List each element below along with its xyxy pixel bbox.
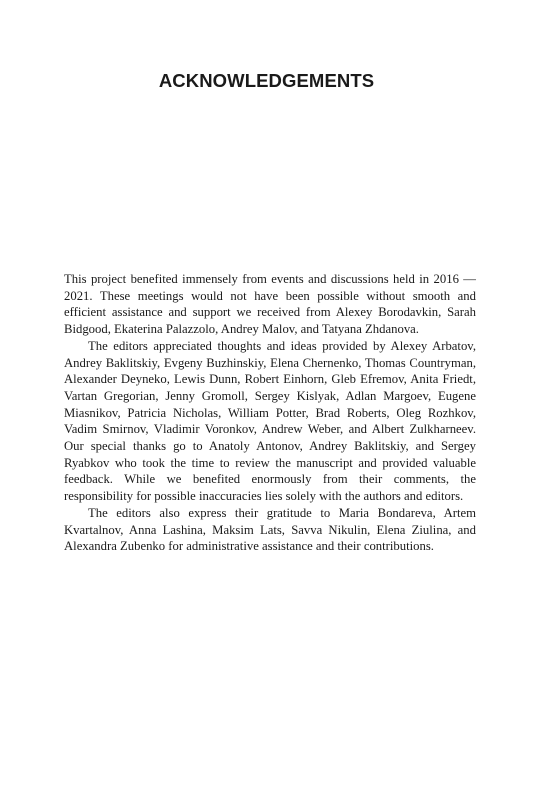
- page-title: ACKNOWLEDGEMENTS: [158, 70, 375, 91]
- body-text: [64, 271, 476, 555]
- paragraph-2: The editors appreciated thoughts and ideas provided by Alexey Arbatov, Andrey Baklitskiy, Evgeny Buzhinskiy, Elena Chernenko, Thomas Countryman, Alexander Deyneko, Lewis Dunn, Robert Einhorn, Gleb Efremov, Anita Friedt, Vartan Gregorian, Jenny Gromoll, Sergey Kislyak, Adlan Margoev, Eugene Miasnikov, Patricia Nicholas, William Potter, Brad Roberts, Oleg Rozhkov, Vadim Smirnov, Vladimir Voronkov, Andrew Weber, and Albert Zulkharneev. Our special thanks go to Anatoly Antonov, Andrey Baklitskiy, and Sergey Ryabkov who took the time to review the manuscript and provided valuable feedback. While we benefited enormously from their comments, the responsibility for possible inaccuracies lies solely with the authors and editors.: [64, 338, 476, 504]
- paragraph-3: The editors also express their gratitude to Maria Bondareva, Artem Kvartalnov, Anna Lashina, Maksim Lats, Savva Nikulin, Elena Ziulina, and Alexandra Zubenko for administrative assistance and their contributions.: [64, 505, 476, 554]
- paragraph-1: This project benefited immensely from events and discussions held in 2016 — 2021. These meetings would not have been possible without smooth and efficient assistance and support we received from Alexey Borodavkin, Sarah Bidgood, Ekaterina Palazzolo, Andrey Malov, and Tatyana Zhdanova.: [64, 272, 476, 337]
